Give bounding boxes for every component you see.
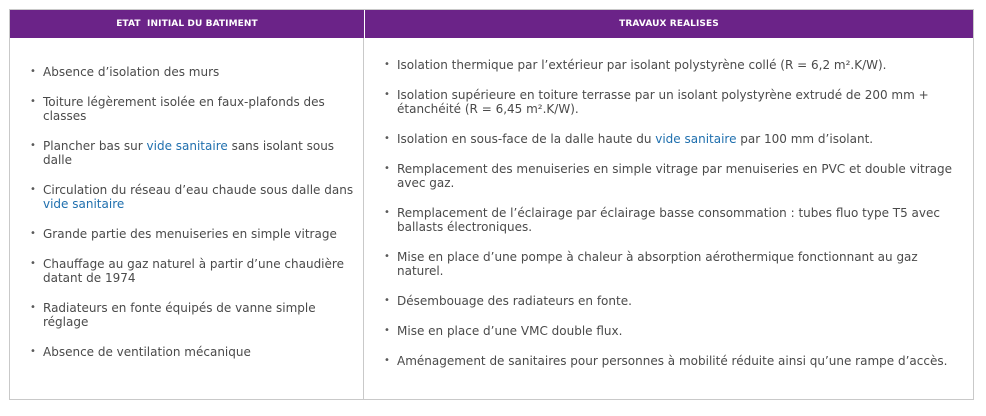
vide-sanitaire-link[interactable]: vide sanitaire	[43, 197, 125, 211]
list-item	[30, 257, 357, 285]
list-item	[384, 294, 959, 308]
list-item-text: Mise en place d’une pompe à chaleur à absorption aérothermique fonctionnant au gaz naturel.	[397, 250, 918, 278]
renovation-table	[9, 9, 974, 400]
list-item-text: Absence d’isolation des murs	[43, 65, 220, 79]
list-item	[384, 324, 959, 338]
list-item	[30, 345, 357, 359]
table-header	[10, 10, 973, 38]
list-item-text: Isolation en sous-face de la dalle haute du	[397, 132, 656, 146]
list-item-text: Chauffage au gaz naturel à partir d’une chaudière datant de 1974	[43, 257, 344, 285]
list-item-text: Mise en place d’une VMC double flux.	[397, 324, 623, 338]
list-item	[384, 58, 959, 72]
list-item-text: Aménagement de sanitaires pour personnes à mobilité réduite ainsi qu’une rampe d’accès.	[397, 354, 948, 368]
list-item-text: Toiture légèrement isolée en faux-plafonds des classes	[43, 95, 325, 123]
list-item	[30, 183, 357, 211]
list-item	[384, 162, 959, 190]
list-item	[384, 206, 959, 234]
initial-state-column	[10, 38, 364, 399]
works-done-list	[384, 58, 959, 368]
list-item-text: Radiateurs en fonte équipés de vanne simple réglage	[43, 301, 316, 329]
list-item	[30, 65, 357, 79]
list-item	[30, 301, 357, 329]
header-works-done: TRAVAUX REALISES	[619, 19, 719, 29]
list-item-text: Isolation thermique par l’extérieur par isolant polystyrène collé (R = 6,2 m².K/W).	[397, 58, 887, 72]
list-item	[384, 250, 959, 278]
list-item-text: Absence de ventilation mécanique	[43, 345, 251, 359]
list-item-text: Circulation du réseau d’eau chaude sous dalle dans	[43, 183, 354, 197]
list-item-text: Isolation supérieure en toiture terrasse par un isolant polystyrène extrudé de 200 mm + étanchéité (R = 6,45 m².K/W).	[397, 88, 929, 116]
list-item	[30, 227, 357, 241]
initial-state-list	[30, 65, 357, 359]
list-item	[30, 95, 357, 123]
list-item-text: par 100 mm d’isolant.	[736, 132, 874, 146]
header-initial-state: ETAT INITIAL DU BATIMENT	[10, 10, 365, 38]
list-item-text: Plancher bas sur	[43, 139, 147, 153]
list-item	[384, 132, 959, 146]
list-item	[30, 139, 357, 167]
list-item-text: Remplacement des menuiseries en simple vitrage par menuiseries en PVC et double vitrage avec gaz.	[397, 162, 953, 190]
table-body	[10, 38, 973, 399]
works-done-column	[364, 38, 973, 399]
vide-sanitaire-link[interactable]: vide sanitaire	[146, 139, 228, 153]
list-item	[384, 354, 959, 368]
list-item-text: Désembouage des radiateurs en fonte.	[397, 294, 632, 308]
list-item-text: sans isolant sous dalle	[43, 139, 335, 167]
list-item-text: Grande partie des menuiseries en simple vitrage	[43, 227, 337, 241]
list-item	[384, 88, 959, 116]
vide-sanitaire-link[interactable]: vide sanitaire	[655, 132, 737, 146]
list-item-text: Remplacement de l’éclairage par éclairage basse consommation : tubes fluo type T5 avec ballasts électroniques.	[397, 206, 940, 234]
